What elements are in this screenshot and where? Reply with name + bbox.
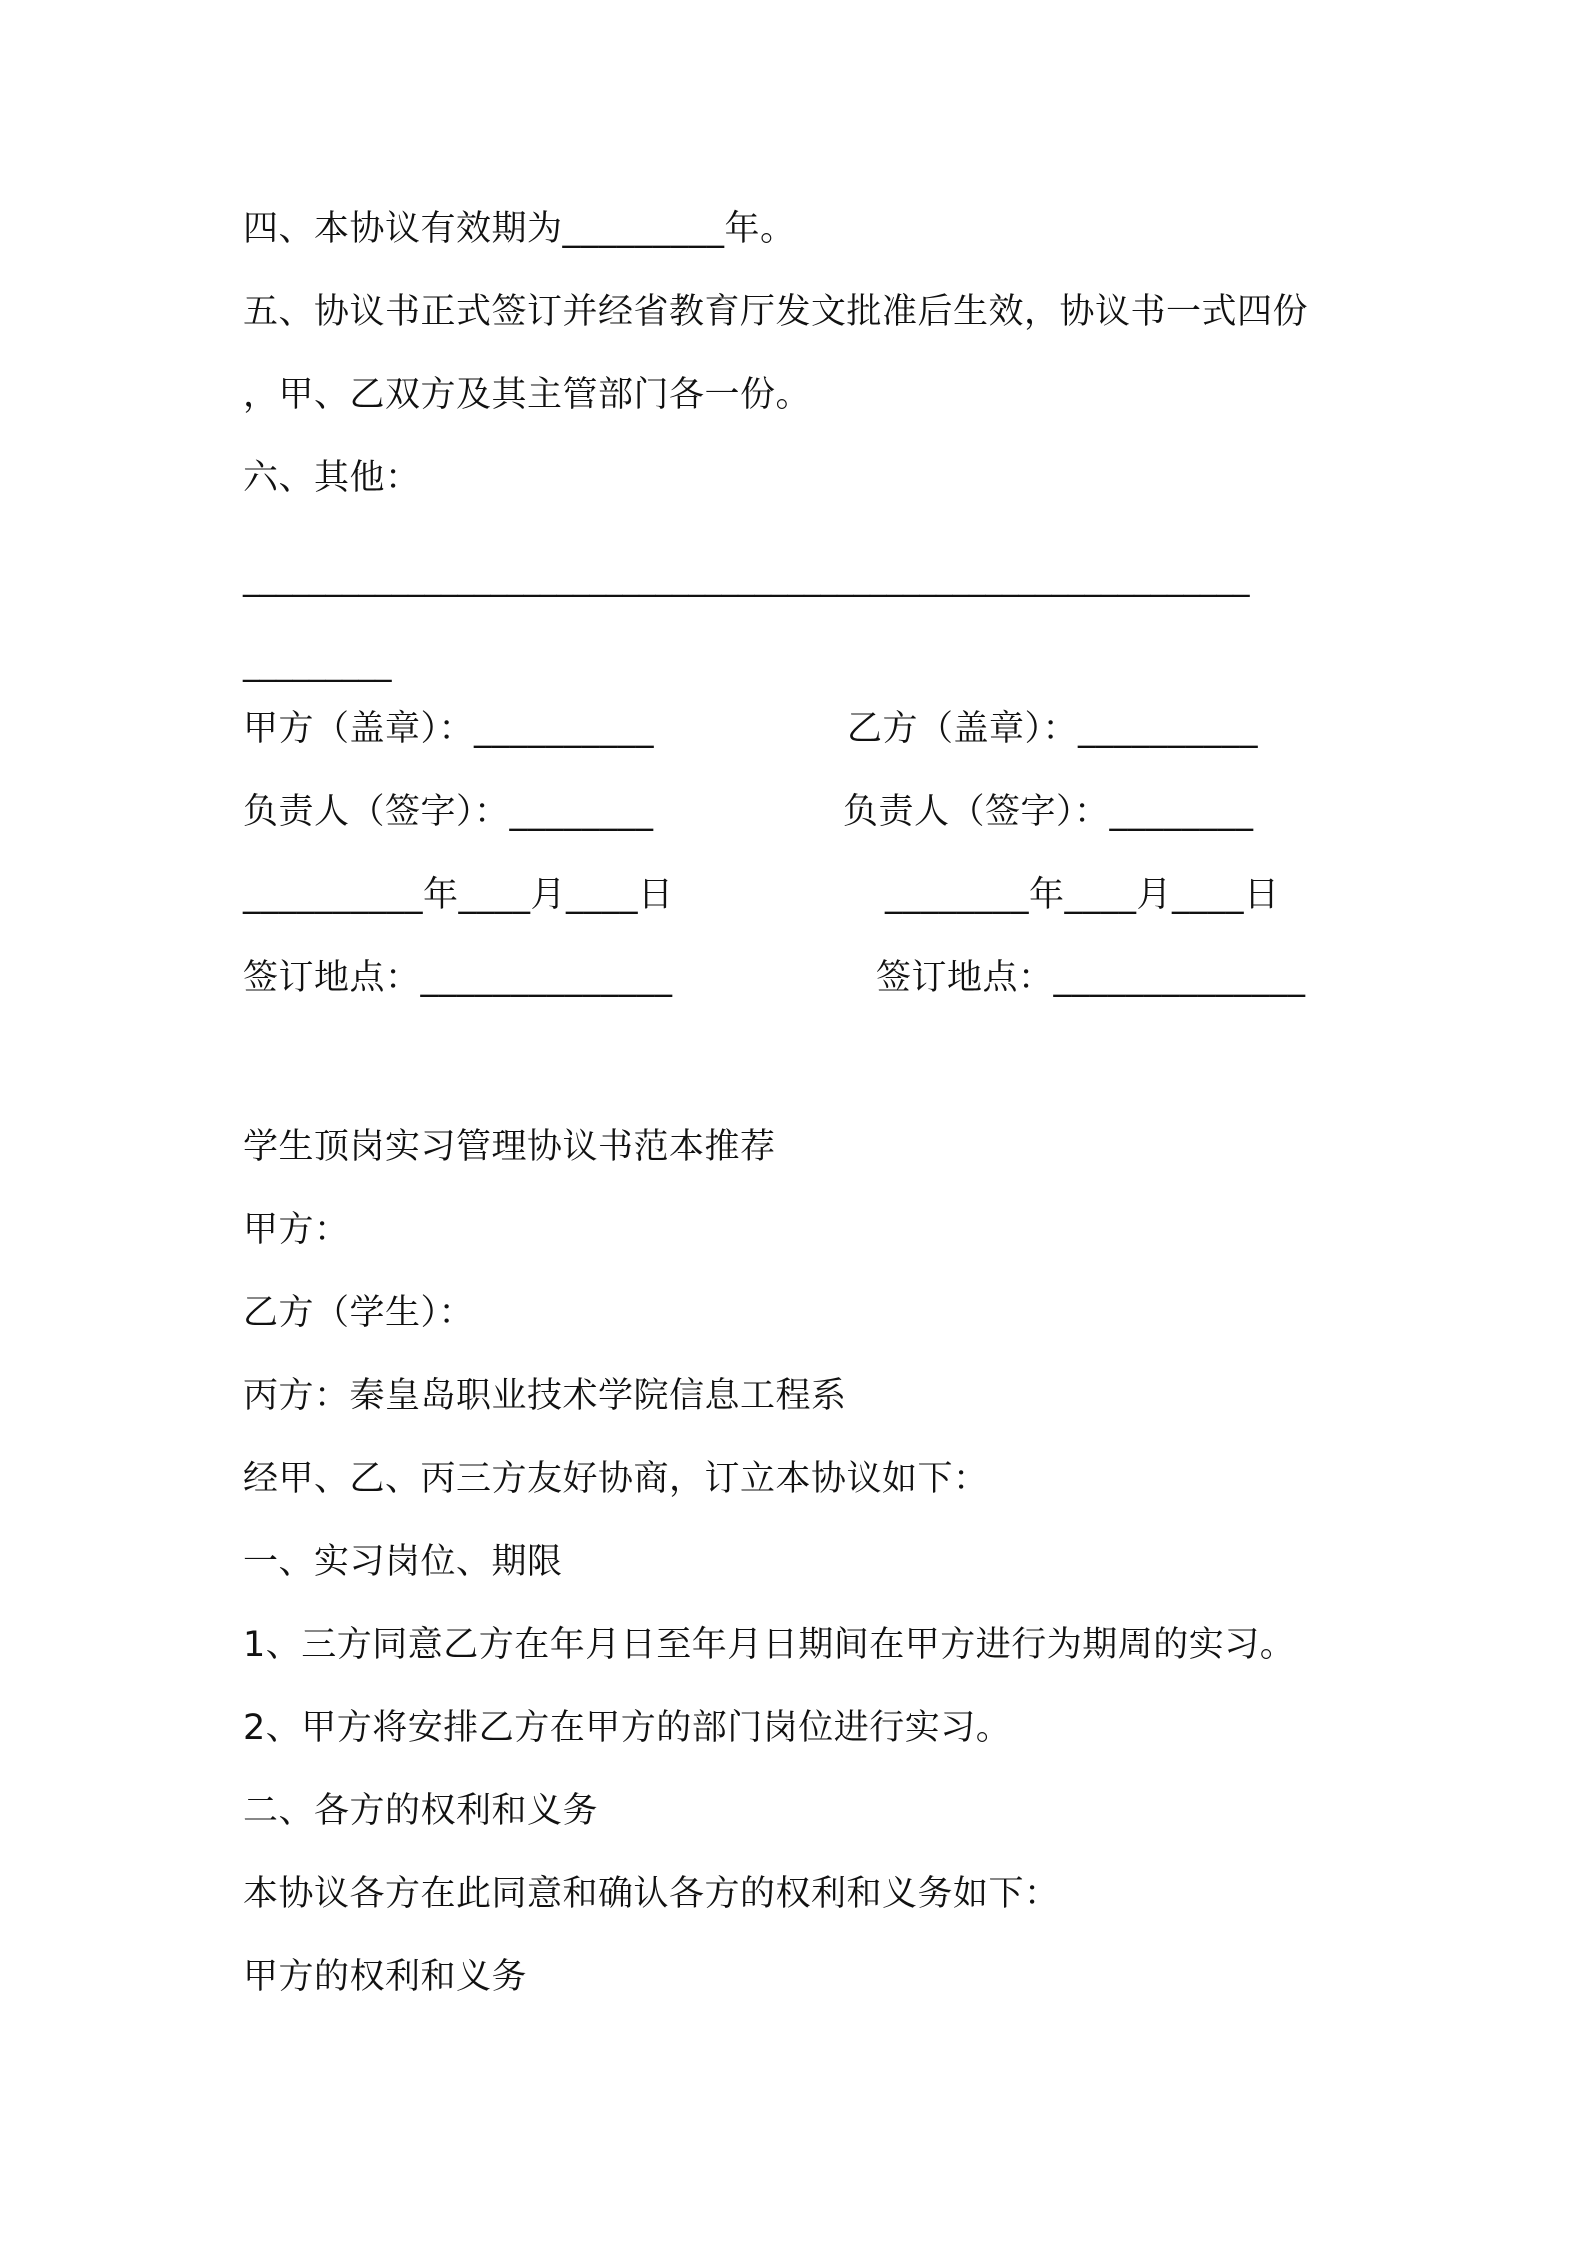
clause-5-line-2: ，甲、乙双方及其主管部门各一份。 xyxy=(243,375,812,415)
date-row xyxy=(0,872,1586,918)
clause-6: 六、其他： xyxy=(243,458,421,498)
seal-row xyxy=(0,706,1586,752)
heading-1: 一、实习岗位、期限 xyxy=(243,1542,563,1582)
party-b-signer: 负责人（签字）：________ xyxy=(843,792,1254,832)
item-2: 2、甲方将安排乙方在甲方的部门岗位进行实习。 xyxy=(243,1708,1012,1748)
party-a-date: __________年____月____日 xyxy=(243,875,674,915)
party-c-line: 丙方：秦皇岛职业技术学院信息工程系 xyxy=(243,1376,847,1416)
heading-2: 二、各方的权利和义务 xyxy=(243,1791,599,1831)
item-1: 1、三方同意乙方在年月日至年月日期间在甲方进行为期周的实习。 xyxy=(243,1625,1296,1665)
place-row xyxy=(0,955,1586,1001)
clause-4: 四、本协议有效期为_________年。 xyxy=(243,209,796,249)
blank-line-long: _____________________________________________________________ xyxy=(243,558,1250,597)
party-a-place: 签订地点：______________ xyxy=(243,958,673,998)
intro-line: 经甲、乙、丙三方友好协商，订立本协议如下： xyxy=(243,1459,989,1499)
signer-row xyxy=(0,789,1586,835)
party-b-date: ________年____月____日 xyxy=(885,875,1280,915)
party-a-seal: 甲方（盖章）：__________ xyxy=(243,709,655,749)
document-title: 学生顶岗实习管理协议书范本推荐 xyxy=(243,1127,776,1167)
party-a-rights: 甲方的权利和义务 xyxy=(243,1957,528,1997)
party-b-seal: 乙方（盖章）：__________ xyxy=(847,709,1259,749)
rights-intro: 本协议各方在此同意和确认各方的权利和义务如下： xyxy=(243,1874,1060,1914)
clause-5-line-1: 五、协议书正式签订并经省教育厅发文批准后生效，协议书一式四份 xyxy=(243,292,1309,332)
party-a-line: 甲方： xyxy=(243,1210,350,1250)
party-b-line: 乙方（学生）： xyxy=(243,1293,475,1333)
party-a-signer: 负责人（签字）：________ xyxy=(243,792,654,832)
blank-line-short: _________ xyxy=(243,643,392,682)
party-b-place: 签订地点：______________ xyxy=(876,958,1306,998)
